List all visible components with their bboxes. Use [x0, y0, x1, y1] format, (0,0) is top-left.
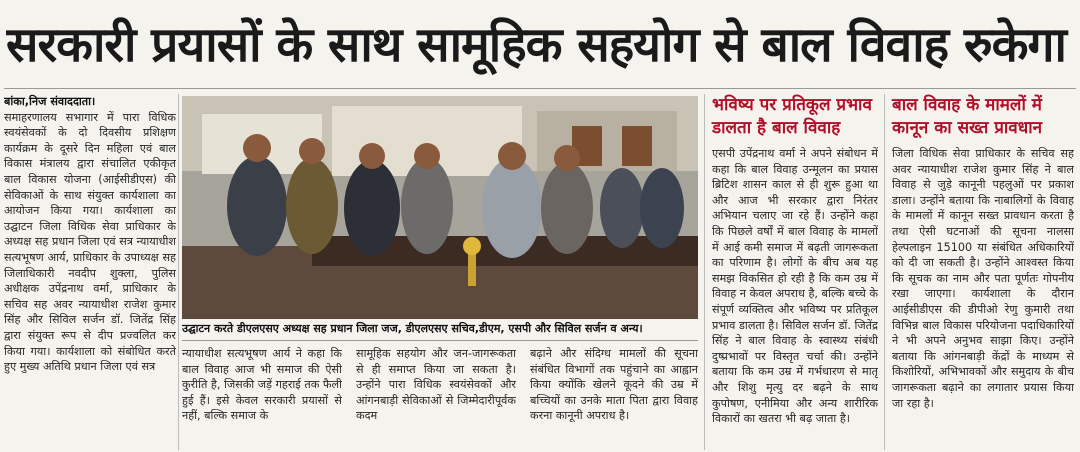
- article-column-2: [182, 346, 342, 450]
- event-photo-illustration: [182, 96, 698, 319]
- headline-rule: [4, 88, 1076, 89]
- page-headline: सरकारी प्रयासों के साथ सामूहिक सहयोग से बाल विवाह रुकेगा: [6, 17, 1066, 73]
- column-3-text: सामूहिक सहयोग और जन-जागरूकता से ही समाप्त किया जा सकता है। उन्होंने पारा विधिक स्वयंसेवकों और आंगनबाड़ी सेविकाओं से जिम्मेदारीपूर्वक कदम: [356, 347, 516, 423]
- box-2-title: बाल विवाह के मामलों में कानून का सख्त प्रावधान: [892, 95, 1043, 138]
- box-1-body: [712, 146, 878, 450]
- byline: बांका,निज संवाददाता।: [4, 95, 96, 108]
- box-2-body: [892, 146, 1074, 450]
- column-divider: [178, 94, 179, 450]
- column-divider: [884, 94, 885, 450]
- column-4-text: बढ़ाने और संदिग्ध मामलों की सूचना संबंधित विभागों तक पहुंचाने का आह्वान किया क्योंकि खेलने कूदने की उम्र में बच्चियों का उनके माता पिता द्वारा विवाह करना कानूनी अपराध है।: [530, 347, 698, 423]
- box-2-text: जिला विधिक सेवा प्राधिकार के सचिव सह अवर न्यायाधीश राजेश कुमार सिंह ने बाल विवाह से जुड़े कानूनी पहलुओं पर प्रकाश डाला। उन्होंने बताया कि नाबालिगों के विवाह के मामलों में कानून सख्त प्रावधान करता है तथा ऐसी घटनाओं की सूचना नालसा हेल्पलाइन 15100 या संबंधित अधिकारियों को दी जा सकती है। उन्होंने आश्वस्त किया कि सूचक का नाम और पता पूर्णतः गोपनीय रखा जाएगा। कार्यशाला के दौरान आईसीडीएस की डीपीओ रेणु कुमारी तथा विभिन्न बाल विकास परियोजना पदाधिकारियों ने भी अपने अनुभव साझा किए। उन्होंने बताया कि आंगनबाड़ी केंद्रों के माध्यम से किशोरियों, अभिभावकों और समुदाय के बीच जागरूकता बढ़ाने का लगातार प्रयास किया जा रहा है।: [892, 147, 1074, 410]
- column-2-text: न्यायाधीश सत्यभूषण आर्य ने कहा कि बाल विवाह आज भी समाज की ऐसी कुरीति है, जिसकी जड़ें गहराई तक फैली हुई हैं। इसे केवल सरकारी प्रयासों से नहीं, बल्कि समाज के: [182, 347, 342, 423]
- caption-rule: [182, 340, 698, 341]
- photo-caption: उद्घाटन करते डीएलएसए अध्यक्ष सह प्रधान जिला जज, डीएलएसए सचिव,डीएम, एसपी और सिविल सर्जन व अन्य।: [182, 322, 643, 335]
- event-photo: [182, 96, 698, 319]
- column-divider: [704, 94, 705, 450]
- article-column-3: [356, 346, 516, 450]
- box-1-text: एसपी उपेंद्रनाथ वर्मा ने अपने संबोधन में कहा कि बाल विवाह उन्मूलन का प्रयास ब्रिटिश शासन काल से ही शुरू हुआ था और आज भी सरकार द्वारा निरंतर अभियान चलाए जा रहे हैं। उन्होंने कहा कि पिछले वर्षों में बाल विवाह के मामलों में आई कमी समाज में बढ़ती जागरूकता का परिणाम है। लोगों के बीच अब यह समझ विकसित हो रही है कि कम उम्र में विवाह न केवल अपराध है, बल्कि बच्चे के संपूर्ण व्यक्तित्व और भविष्य पर प्रतिकूल प्रभाव डालता है। सिविल सर्जन डॉ. जितेंद्र सिंह ने बाल विवाह के स्वास्थ्य संबंधी दुष्प्रभावों पर विस्तृत चर्चा की। उन्होंने बताया कि कम उम्र में गर्भधारण से मातृ और शिशु मृत्यु दर बढ़ने के साथ कुपोषण, एनीमिया और अन्य शारीरिक विकारों का खतरा भी बढ़ जाता है।: [712, 147, 878, 426]
- article-column-4: [530, 346, 698, 450]
- column-1-text: समाहरणालय सभागार में पारा विधिक स्वयंसेवकों के दो दिवसीय प्रशिक्षण कार्यक्रम के दूसरे दिन महिला एवं बाल विकास मंत्रालय द्वारा संचालित एकीकृत बाल विकास योजना (आईसीडीएस) की सेविकाओं के साथ संयुक्त कार्यशाला का आयोजन किया गया। कार्यशाला का उद्घाटन जिला विधिक सेवा प्राधिकार के अध्यक्ष सह प्रधान जिला एवं सत्र न्यायाधीश सत्यभूषण आर्य, प्राधिकार के उपाध्यक्ष सह जिलाधिकारी नवदीप शुक्ला, पुलिस अधीक्षक उपेंद्रनाथ वर्मा, प्राधिकार के सचिव सह अवर न्यायाधीश राजेश कुमार सिंह और सिविल सर्जन डॉ. जितेंद्र सिंह द्वारा संयुक्त रूप से दीप प्रज्वलित कर किया गया। कार्यशाला को संबोधित करते हुए मुख्य अतिथि प्रधान जिला एवं सत्र: [4, 110, 176, 374]
- box-1-title: भविष्य पर प्रतिकूल प्रभाव डालता है बाल विवाह: [712, 95, 872, 138]
- article-column-1: [4, 94, 176, 450]
